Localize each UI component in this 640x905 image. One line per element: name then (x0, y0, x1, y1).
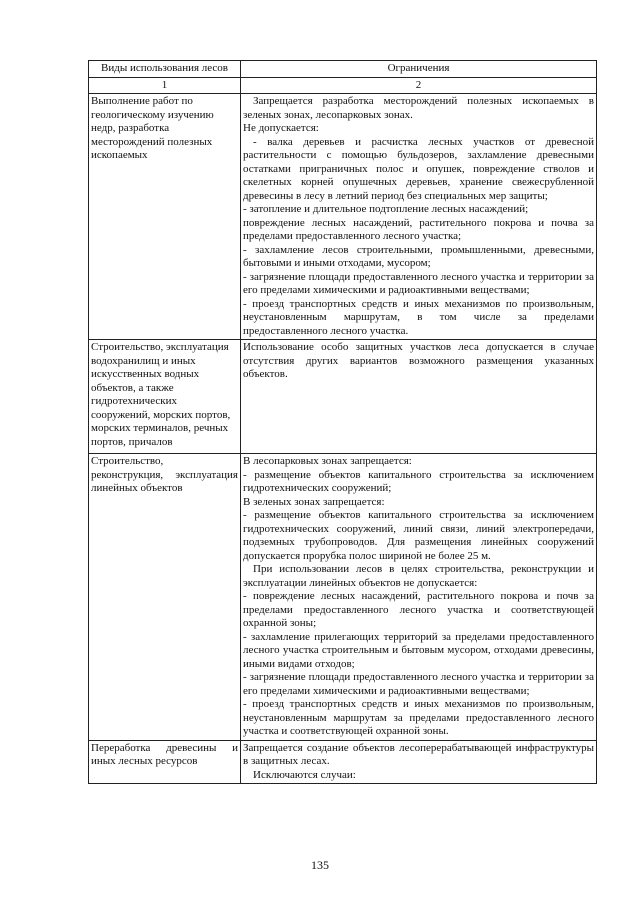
restrictions-table (88, 60, 597, 784)
page-number: 135 (311, 858, 329, 872)
restriction-line: В лесопарковых зонах запрещается: (243, 455, 412, 467)
restriction-line: - размещение объектов капитального строительства за исключением гидротехнических сооружений, линий связи, линий электропередачи, подземных трубопроводов. Для размещения линейных сооружений допускается прорубка полос шириной не более 25 м. (243, 509, 594, 562)
restrictions-cell (241, 740, 597, 784)
table-row (89, 340, 597, 454)
column-number-1: 1 (89, 77, 241, 94)
forest-use-cell: Строительство, реконструкция, эксплуатация линейных объектов (89, 454, 241, 741)
table-header-row (89, 61, 597, 78)
restriction-line: - затопление и длительное подтопление лесных насаждений; (243, 203, 529, 215)
restriction-line: Запрещается создание объектов лесоперерабатывающей инфраструктуры в защитных лесах. (243, 741, 594, 767)
restriction-line: - захламление лесов строительными, промышленными, древесными, бытовыми и иными отходами, мусором; (243, 243, 594, 269)
restriction-line: При использовании лесов в целях строительства, реконструкции и эксплуатации линейных объектов не допускается: (243, 563, 594, 589)
table-row (89, 94, 597, 340)
restrictions-cell (241, 94, 597, 340)
restriction-line: - валка деревьев и расчистка лесных участков от древесной растительности с помощью бульдозеров, захламление древесными остатками приграничных полос и опушек, повреждение стволов и скелетных корней опушечных деревьев, хранение свежесрубленной древесины в лесу в летний период без специальных мер защиты; (243, 135, 594, 202)
restriction-line: повреждение лесных насаждений, растительного покрова и почва за пределами предоставленного лесного участка; (243, 216, 594, 242)
restriction-line: В зеленых зонах запрещается: (243, 495, 385, 508)
forest-use-cell: Выполнение работ по геологическому изучению недр, разработка месторождений полезных ископаемых (89, 94, 241, 340)
restriction-line: - повреждение лесных насаждений, растительного покрова и почв за пределами предоставленного лесного участка и соответствующей охранной зоны; (243, 590, 594, 629)
restriction-line: Запрещается разработка месторождений полезных ископаемых в зеленых зонах, лесопарковых зонах. (243, 95, 594, 121)
restriction-line: - загрязнение площади предоставленного лесного участка и территории за его пределами химическими и радиоактивными веществами; (243, 270, 594, 296)
restriction-line: Не допускается: (243, 122, 319, 134)
restrictions-cell (241, 454, 597, 741)
restrictions-cell (241, 340, 597, 454)
restriction-line: - проезд транспортных средств и иных механизмов по произвольным, неустановленным маршрутам за пределами предоставленного лесного участка и соответствующей охранной зоны. (243, 698, 594, 737)
restriction-line: - размещение объектов капитального строительства за исключением гидротехнических сооружений; (243, 468, 594, 494)
restriction-line: Исключаются случаи: (253, 768, 356, 781)
forest-use-cell: Переработка древесины и иных лесных ресурсов (89, 740, 241, 784)
table-row (89, 454, 597, 741)
table-column-numbers-row (89, 77, 597, 94)
column-number-2: 2 (241, 77, 597, 94)
restriction-line: Использование особо защитных участков леса допускается в случае отсутствия других вариантов возможного размещения указанных объектов. (243, 341, 594, 380)
restriction-line: - проезд транспортных средств и иных механизмов по произвольным, неустановленным маршрутам, в том числе за пределами предоставленного лесного участка. (243, 297, 594, 337)
table-row (89, 740, 597, 784)
restriction-line: - захламление прилегающих территорий за пределами предоставленного лесного участка строительным и бытовым мусором, отходами древесины, иными видами отходов; (243, 630, 594, 670)
header-forest-use: Виды использования лесов (89, 61, 241, 78)
header-restrictions: Ограничения (241, 61, 597, 78)
forest-use-cell: Строительство, эксплуатация водохранилищ и иных искусственных водных объектов, а также гидротехнических сооружений, морских портов, морских терминалов, речных портов, причалов (89, 340, 241, 454)
restriction-line: - загрязнение площади предоставленного лесного участка и территории за его пределами химическими и радиоактивными веществами; (243, 671, 594, 697)
